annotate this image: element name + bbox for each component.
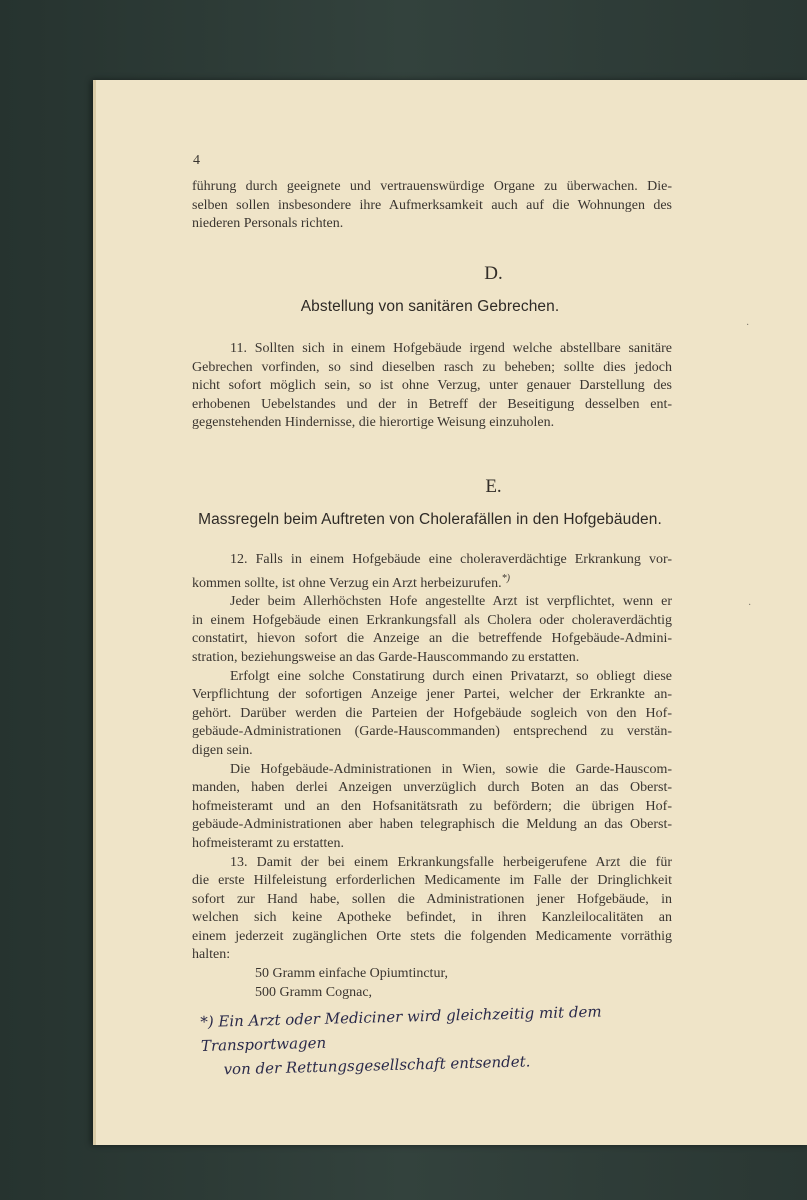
- text-line: gebäude-Administrationen aber haben telegraphisch die Meldung an das Oberst-: [192, 817, 672, 833]
- text-line: Die Hofgebäude-Administrationen in Wien, sowie die Garde-Hauscom-: [230, 761, 672, 777]
- text-line: gebäude-Administrationen (Garde-Hauscommanden) entsprechend zu verstän-: [192, 724, 672, 740]
- paragraph-11: [192, 340, 672, 433]
- text-line: 13. Damit der bei einem Erkrankungsfalle herbeigerufene Arzt die für: [230, 854, 672, 870]
- text-line: sofort zur Hand habe, sollen die Administrationen jener Hofgebäude, in: [192, 891, 672, 907]
- text-segment: kommen sollte, ist ohne Verzug ein Arzt herbeizurufen.: [192, 575, 502, 591]
- text-line: nicht sofort möglich sein, so ist ohne Verzug, unter genauer Darstellung des: [192, 378, 672, 394]
- text-line: gehört. Darüber werden die Parteien der Hofgebäude sogleich von den Hof-: [192, 705, 672, 721]
- section-e-body: [192, 551, 672, 1002]
- page-number: 4: [193, 153, 200, 168]
- handwritten-line: von der Rettungsgesellschaft entsendet.: [223, 1052, 531, 1079]
- page-edge: [93, 80, 96, 1145]
- text-line: führung durch geeignete und vertrauenswürdige Organe zu überwachen. Die-: [192, 179, 672, 194]
- text-line: die erste Hilfeleistung erforderlichen Medicamente im Falle der Dringlichkeit: [192, 873, 672, 889]
- text-line: halten:: [192, 947, 231, 963]
- text-line: manden, haben derlei Anzeigen unverzüglich durch Boten an das Oberst-: [192, 780, 672, 796]
- text-line: 12. Falls in einem Hofgebäude eine choleraverdächtige Erkrankung vor-: [230, 552, 672, 567]
- section-d-letter: D.: [484, 263, 503, 284]
- section-d-title: Abstellung von sanitären Gebrechen.: [300, 298, 560, 315]
- text-line: constatirt, hievon sofort die Anzeige an die betreffende Hofgebäude-Admini-: [192, 631, 672, 647]
- text-line: niederen Personals richten.: [192, 216, 344, 232]
- text-line: Erfolgt eine solche Constatirung durch einen Privatarzt, so obliegt diese: [230, 668, 672, 684]
- footnote-marker: *): [501, 572, 510, 584]
- section-e-title: Massregeln beim Auftreten von Cholerafällen in den Hofgebäuden.: [198, 511, 662, 528]
- text-line: erhobenen Uebelstandes und der in Betreff der Beseitigung desselben ent-: [192, 396, 672, 412]
- text-line: hofmeisteramt und an den Hofsanitätsrath zu befördern; die übrigen Hof-: [192, 798, 672, 814]
- text-line: Jeder beim Allerhöchsten Hofe angestellte Arzt ist verpflichtet, wenn er: [230, 594, 672, 610]
- intro-paragraph: [192, 178, 672, 234]
- text-line: stration, beziehungsweise an das Garde-Hauscommando zu erstatten.: [192, 649, 580, 665]
- text-line: digen sein.: [192, 742, 253, 758]
- text-line: Gebrechen vorfinden, so sind dieselben rasch zu beheben; sollte dies jedoch: [192, 359, 672, 375]
- medicament-item: 50 Gramm einfache Opiumtinctur,: [255, 966, 449, 982]
- text-line: hofmeisteramt zu erstatten.: [192, 835, 344, 851]
- text-line: Verpflichtung der sofortigen Anzeige jener Partei, welcher der Erkrankte an-: [192, 687, 672, 703]
- text-line: [192, 570, 672, 594]
- text-line: gegenstehenden Hindernisse, die hierortige Weisung einzuholen.: [192, 415, 555, 431]
- handwritten-footnote: [200, 996, 722, 1082]
- margin-speck: ·: [748, 600, 752, 611]
- text-line: welchen sich keine Apotheke befindet, in ihren Kanzleilocalitäten an: [192, 910, 672, 926]
- handwritten-line: *) Ein Arzt oder Mediciner wird gleichzeitig mit dem Transportwagen: [200, 1002, 602, 1055]
- section-e-letter: E.: [485, 476, 502, 497]
- medicament-item: 500 Gramm Cognac,: [255, 984, 373, 1000]
- text-line: in einem Hofgebäude einen Erkrankungsfall als Cholera oder choleraverdächtig: [192, 612, 672, 628]
- text-line: selben sollen insbesondere ihre Aufmerksamkeit auch auf die Wohnungen des: [192, 197, 672, 213]
- text-line: 11. Sollten sich in einem Hofgebäude irgend welche abstellbare sanitäre: [230, 341, 672, 356]
- margin-speck: ·: [746, 320, 750, 331]
- text-line: einem jederzeit zugänglichen Orte stets die folgenden Medicamente vorräthig: [192, 928, 672, 944]
